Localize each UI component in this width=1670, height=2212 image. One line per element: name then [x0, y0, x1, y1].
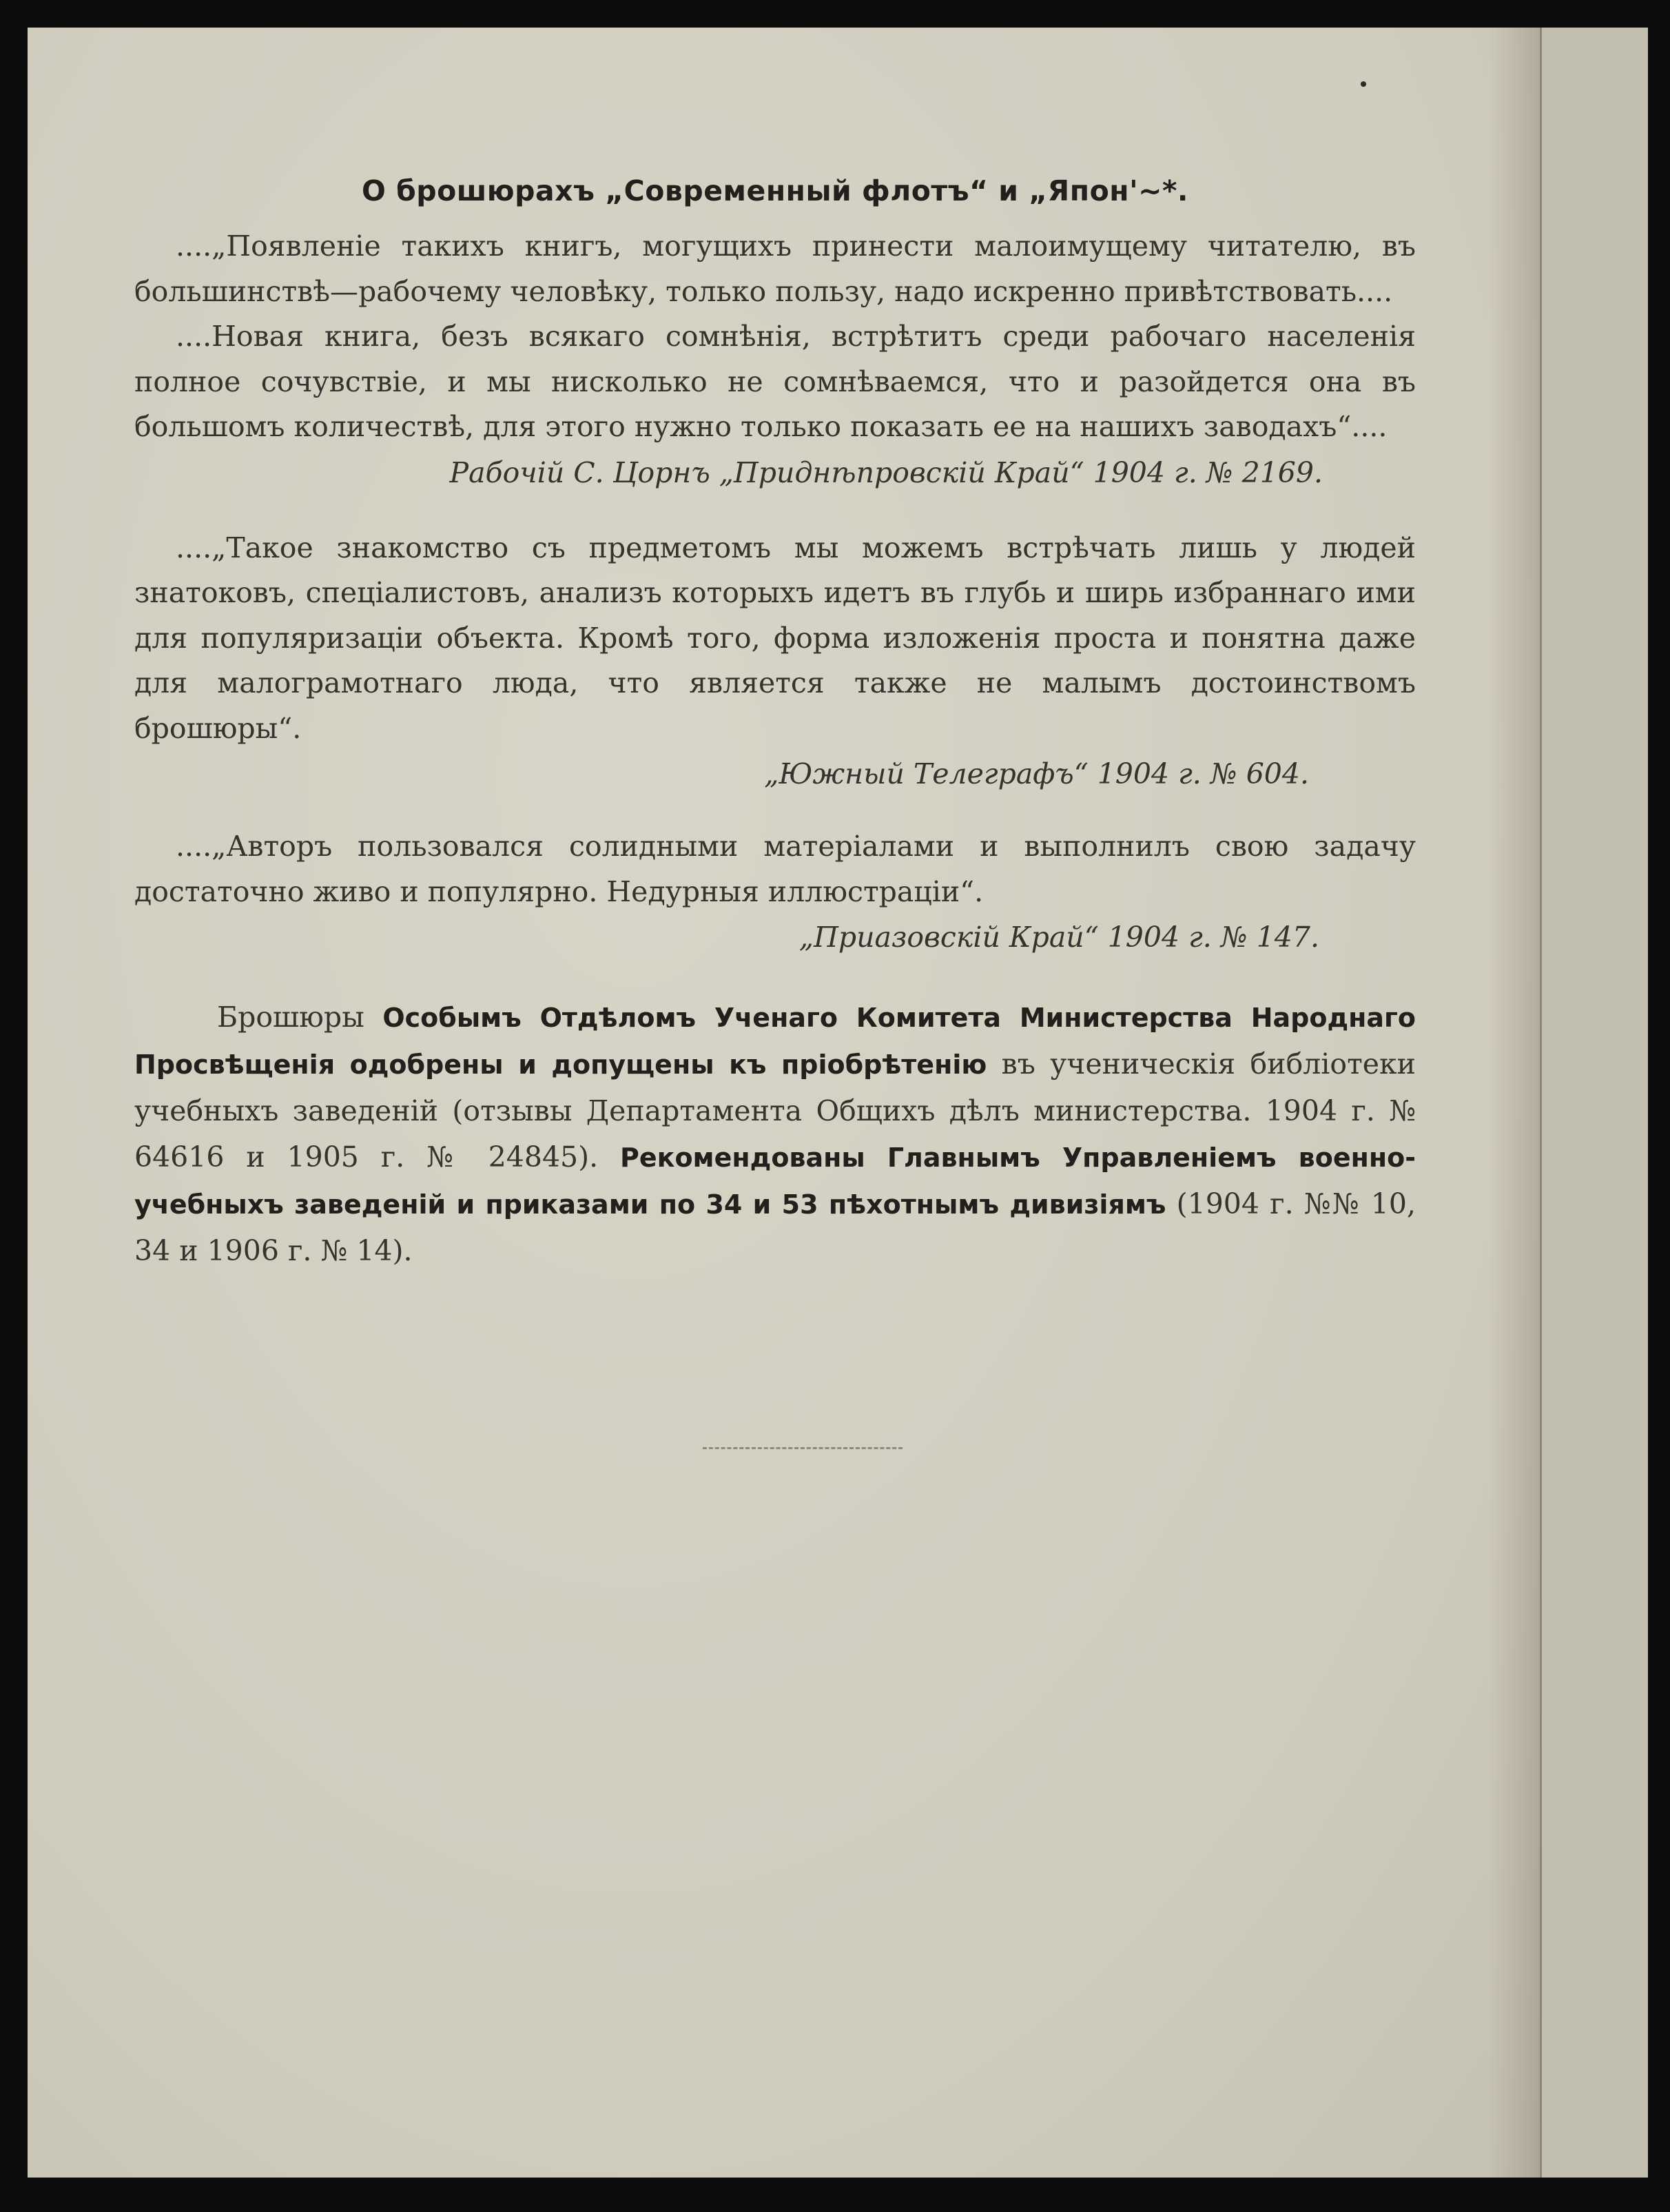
next-page-edge: [1540, 28, 1648, 2178]
document-body: [134, 169, 1416, 1274]
approval-text-2: въ ученическія библіотеки учебныхъ заведеній (отзывы Департамента Общихъ дѣлъ министерства. 1904 г. № 64616 и 1905 г. № 24845).: [134, 1047, 1416, 1174]
approval-bold-2: Рекомендованы Главнымъ Управленіемъ военно-учебныхъ заведеній и приказами по 34 и 53 пѣхотнымъ дивизіямъ: [134, 1143, 1416, 1220]
spacer: [134, 960, 1416, 994]
review2-source: „Южный Телеграфъ“ 1904 г. № 604.: [764, 757, 1309, 790]
dashed-divider: [703, 1447, 903, 1449]
review3-paragraph: ....„Авторъ пользовался солидными матеріалами и выполнилъ свою задачу достаточно живо и популярно. Недурныя иллюстраціи“.: [134, 830, 1416, 908]
spacer: [134, 797, 1416, 824]
approval-bold-1: Особымъ Отдѣломъ Ученаго Комитета Министерства Народнаго Просвѣщенія одобрены и допущены къ пріобрѣтенію: [134, 1003, 1416, 1080]
review3-source: „Приазовскій Край“ 1904 г. № 147.: [798, 921, 1319, 954]
approval-text-3: (1904 г. №№ 10, 34 и 1906 г. № 14).: [134, 1187, 1416, 1267]
page-fold-shadow: [1488, 28, 1542, 2178]
review1-paragraph2: ....Новая книга, безъ всякаго сомнѣнія, встрѣтитъ среди рабочаго населенія полное сочувствіе, и мы нисколько не сомнѣваемся, что и разойдется она въ большомъ количествѣ, для этого нужно только показать ее на нашихъ заводахъ“....: [134, 320, 1416, 443]
spacer: [134, 495, 1416, 526]
document-title: О брошюрахъ „Современный флотъ“ и „Япон'~*.: [361, 174, 1188, 207]
approval-text-1: Брошюры: [217, 1001, 383, 1034]
review1-source: Рабочій С. Цорнъ „Приднѣпровскій Край“ 1904 г. № 2169.: [449, 455, 1323, 489]
review1-paragraph1: ....„Появленіе такихъ книгъ, могущихъ принести малоимущему читателю, въ большинствѣ—рабочему человѣку, только пользу, надо искренно привѣтствовать....: [134, 229, 1416, 308]
review2-paragraph: ....„Такое знакомство съ предметомъ мы можемъ встрѣчать лишь у людей знатоковъ, спеціалистовъ, анализъ которыхъ идетъ въ глубь и ширь избраннаго ими для популяризаціи объекта. Кромѣ того, форма изложенія проста и понятна даже для малограмотнаго люда, что является также не малымъ достоинствомъ брошюры“.: [134, 531, 1416, 745]
approval-paragraph: [134, 994, 1416, 1274]
ink-speck: [1361, 81, 1366, 87]
